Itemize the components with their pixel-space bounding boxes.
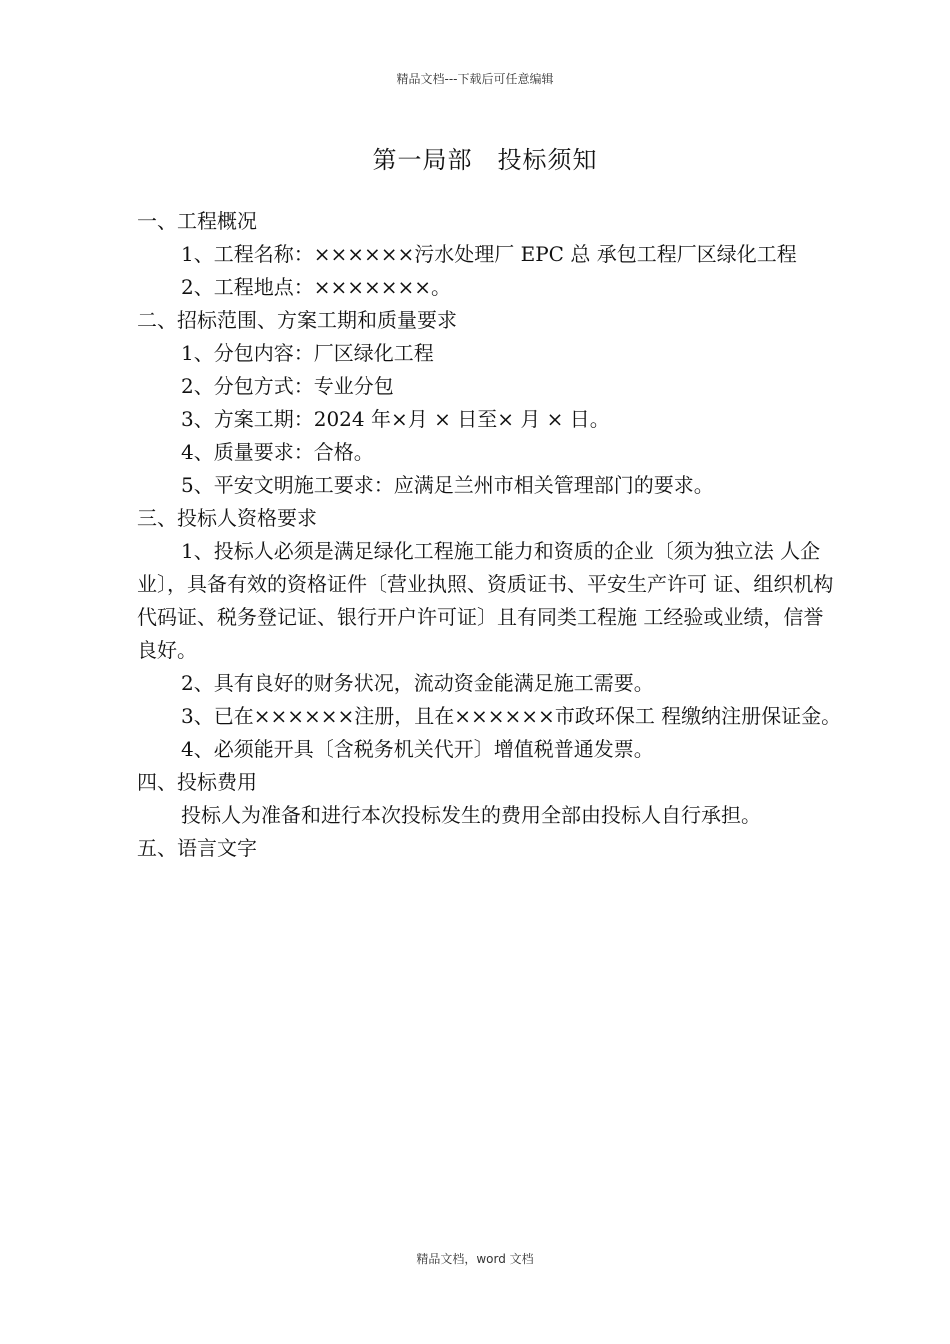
section-1-item-1: 1、工程名称：××××××污水处理厂 EPC 总 承包工程厂区绿化工程 [181, 242, 797, 266]
section-3-item-3: 3、已在××××××注册，且在××××××市政环保工 程缴纳注册保证金。 [181, 704, 842, 728]
section-2-item-2: 2、分包方式：专业分包 [181, 374, 394, 398]
section-heading-1: 一、工程概况 [137, 209, 257, 233]
section-heading-2: 二、招标范围、方案工期和质量要求 [137, 308, 457, 332]
page-title: 第一局部 投标须知 [372, 146, 598, 174]
section-2-item-4: 4、质量要求：合格。 [181, 440, 374, 464]
document-body [137, 205, 843, 865]
page-footer: 精品文档，word 文档 [416, 1252, 534, 1266]
section-2-item-3: 3、方案工期：2024 年×月 × 日至× 月 × 日。 [181, 407, 610, 431]
section-1-item-2: 2、工程地点：×××××××。 [181, 275, 452, 299]
section-3-item-2: 2、具有良好的财务状况，流动资金能满足施工需要。 [181, 671, 654, 695]
section-4-item-1: 投标人为准备和进行本次投标发生的费用全部由投标人自行承担。 [181, 803, 761, 827]
section-3-item-4: 4、必须能开具〔含税务机关代开〕增值税普通发票。 [181, 737, 654, 761]
page-header: 精品文档---下载后可任意编辑 [396, 72, 554, 86]
section-2-item-5: 5、平安文明施工要求：应满足兰州市相关管理部门的要求。 [181, 473, 714, 497]
section-heading-3: 三、投标人资格要求 [137, 506, 317, 530]
section-heading-5: 五、语言文字 [137, 836, 257, 860]
section-heading-4: 四、投标费用 [137, 770, 257, 794]
section-2-item-1: 1、分包内容：厂区绿化工程 [181, 341, 434, 365]
section-3-item-1: 1、投标人必须是满足绿化工程施工能力和资质的企业〔须为独立法 人企业〕，具备有效的资格证件〔营业执照、资质证书、平安生产许可 证、组织机构代码证、税务登记证、银行开户许可证〕且有同类工程施 工经验或业绩，信誉良好。 [137, 539, 834, 662]
